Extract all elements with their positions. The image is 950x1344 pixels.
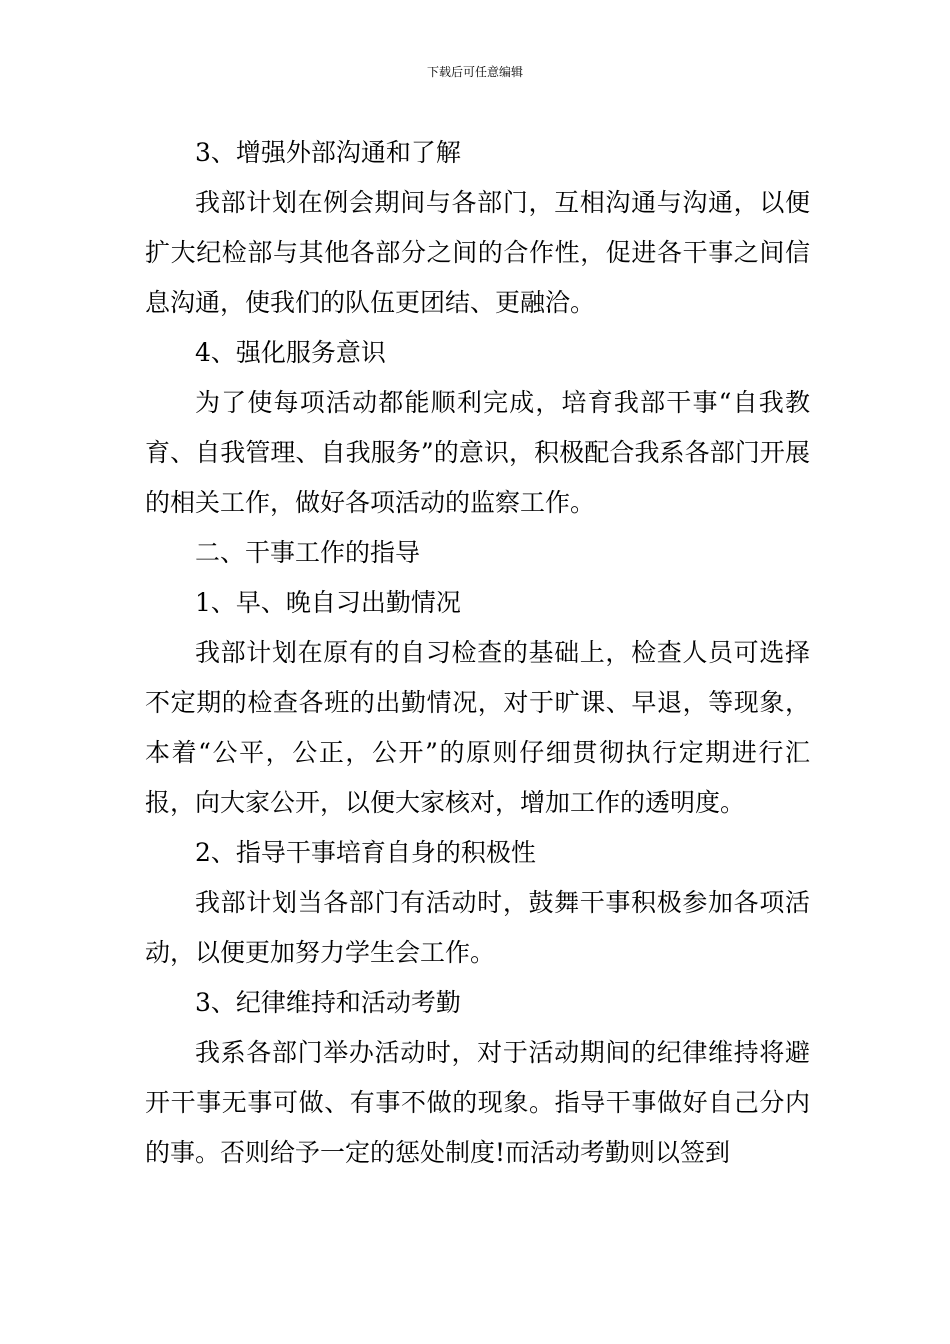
heading-discipline-attendance: 3、纪律维持和活动考勤 xyxy=(195,988,461,1017)
heading-staff-initiative: 2、指导干事培育自身的积极性 xyxy=(195,838,536,867)
paragraph-communication-plan: 我部计划在例会期间与各部门，互相沟通与沟通，以便扩大纪检部与其他各部分之间的合作性，促进各干事之间信息沟通，使我们的队伍更团结、更融洽。 xyxy=(145,188,810,317)
paragraph-discipline-attendance: 我系各部门举办活动时，对于活动期间的纪律维持将避开干事无事可做、有事不做的现象。指导干事做好自己分内的事。否则给予一定的惩处制度!而活动考勤则以签到 xyxy=(145,1038,810,1167)
heading-service-awareness: 4、强化服务意识 xyxy=(195,338,386,367)
page-header-note: 下载后可任意编辑 xyxy=(426,65,523,79)
paragraph-staff-initiative: 我部计划当各部门有活动时，鼓舞干事积极参加各项活动，以便更加努力学生会工作。 xyxy=(145,888,810,967)
heading-external-communication: 3、增强外部沟通和了解 xyxy=(195,138,461,167)
paragraph-attendance: 我部计划在原有的自习检查的基础上，检查人员可选择不定期的检查各班的出勤情况，对于旷课、早退，等现象，本着“公平，公正，公开”的原则仔细贯彻执行定期进行汇报，向大家公开，以便大家核对，增加工作的透明度。 xyxy=(145,638,810,817)
paragraph-service-awareness: 为了使每项活动都能顺利完成，培育我部干事“自我教育、自我管理、自我服务”的意识，积极配合我系各部门开展的相关工作，做好各项活动的监察工作。 xyxy=(145,388,810,517)
heading-attendance: 1、早、晚自习出勤情况 xyxy=(195,588,461,617)
section-heading-staff-guidance: 二、干事工作的指导 xyxy=(195,538,421,567)
document-body xyxy=(145,128,810,1178)
